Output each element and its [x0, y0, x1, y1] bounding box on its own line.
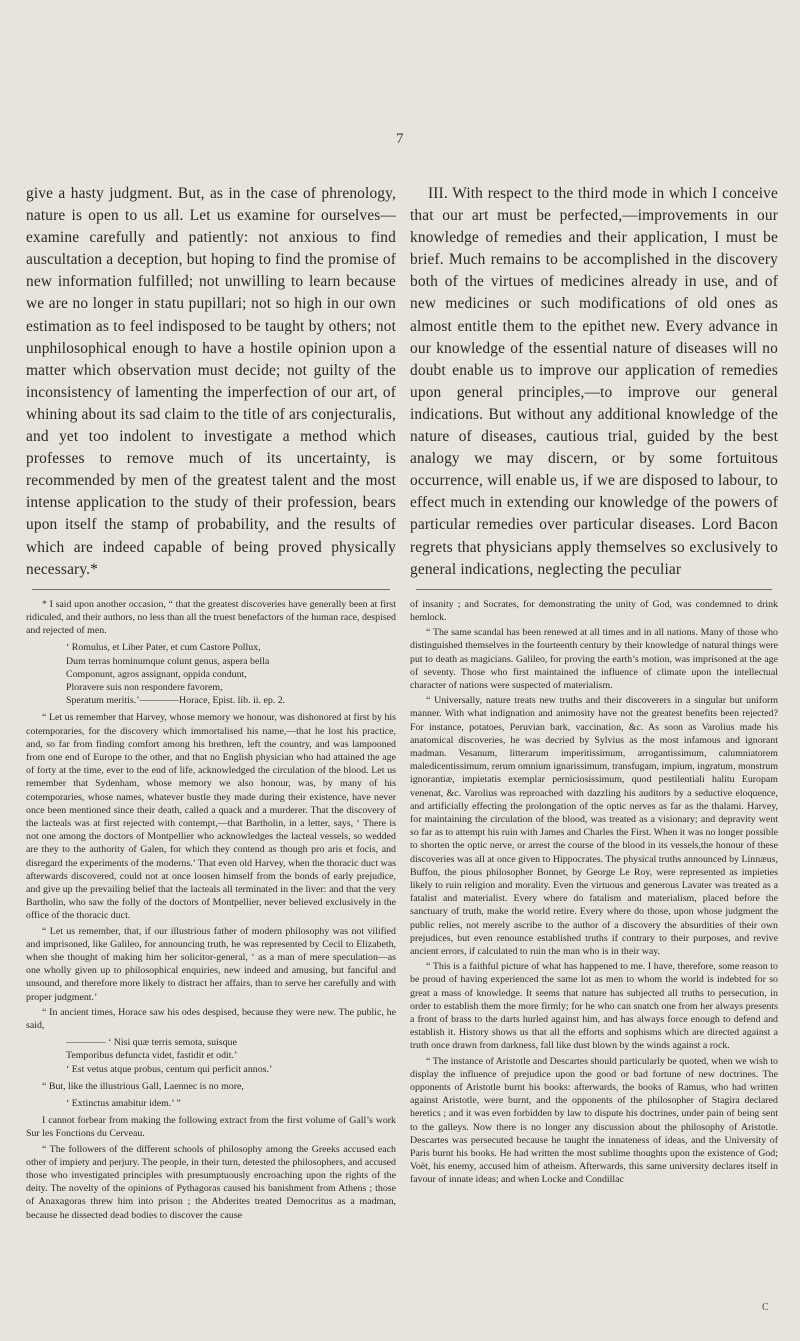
- footnote-paragraph: “ This is a faithful picture of what has happened to me. I have, therefore, some reason to be proud of having experienced the same lot as men to whom the world is indebted for so great a mass of knowledge. It seems that nature has subjected all truths to persecution, in order to establish them the more firmly; for he who can snatch one from her always presents a front of brass to the darts hurled against him, and has always force enough to defend and establish it. History shows us that all the efforts and sophisms which are directed against a truth once drawn from darkness, fall like dust blown by the winds against a rock.: [410, 961, 778, 1052]
- footnote-paragraph: “ The followers of the different schools of philosophy among the Greeks accused each other of impiety and perjury. The people, in their turn, detested the philosophers, and accused those who investigated principles with presumptuously encroaching upon the rights of the deity. The novelty of the opinions of Pythagoras caused his banishment from Athens ; those of Anaxagoras threw him into prison ; the Abderites treated Democritus as a madman, because he dissected dead bodies to discover the cause: [26, 1143, 396, 1221]
- footnote-paragraph: “ Universally, nature treats new truths and their discoverers in a singular but uniform manner. With what indignation and animosity have not the greatest benefits been rejected? For instance, potatoes, Peruvian bark, vaccination, &c. As soon as Varolius made his anatomical discoveries, he was decried by Sylvius as the most infamous and ignorant madman. Vesanum, litterarum imperitissimum, arrogantissimum, calumniatorem maledicentissimum, rerum omnium ignarissimum, transfugam, impium, ingratum, monstrum ignorantiæ, impietatis exemplar perniciosissimum, quod pestilentiali halitu Europam venenat, &c. Varolius was reproached with dazzling his auditors by a seductive eloquence, and artificially effecting the prolongation of the optic nerves as far as the thalami. Harvey, for maintaining the circulation of the blood, was treated as a visionary; and depravity went so far as to attempt his ruin with James and Charles the First. When it was no longer possible to shorten the optic nerve, or arrest the course of the blood in its vessels,the honour of these discoveries was all at once given to Hippocrates. The physical truths announced by Linnæus, Buffon, the pious philosopher Bonnet, by George Le Roy, were represented as impieties likely to ruin religion and morality. Even the virtuous and generous Lavater was treated as a fatalist and materialist. Every where do fatalism and materialism, placed before the sanctuary of truth, make the world retire. Every where do those, upon whose judgment the public relies, not merely ascribe to the author of a discovery the absurdities of their own prejudices, but even renounce established truths if contrary to their purposes, and revive ancient errors, if calculated to ruin the man who is in their way.: [410, 695, 778, 957]
- footnote-paragraph: * I said upon another occasion, “ that the greatest discoveries have generally been at first ridiculed, and their authors, no less than all the truest benefactors of the human race, despised and rejected of men.: [26, 598, 396, 637]
- footnote-paragraph: “ Let us remember that Harvey, whose memory we honour, was dishonored at first by his cotemporaries, for the discovery which immortalised his name,—that he lost his practice, and, so far from finding comfort among his brethren, left the country, and was lampooned from one end of Europe to the other, and that no English physician who had attained the age of forty at the time, ever to the end of life, acknowledged the circulation of the blood. Let us remember that Sydenham, whose memory we also honour, was, by many of his cotemporaries, whose names, whatever bustle they made during their existence, have never once been mentioned since their death, called a quack and a murderer. That the discovery of the lacteals was at first rejected with contempt,—that Bartholin, in a letter, says, ‘ There is not one among the doctors of Montpellier who acknowledges the lacteal vessels, so wedded are they to the authority of Galen, for which they contend as though pro aris et focis, and disregard the experiments of the moderns.’ That even old Harvey, when the thoracic duct was afterwards discovered, could not at once loosen himself from the bonds of early prejudice, and give up the prevailing belief that the lacteals all terminated in the liver: and that the very Bartholin, who saw the folly of the doctors of Montpellier, never believed exclusively in the office of the thoracic duct.: [26, 712, 396, 922]
- right-main-text: [410, 183, 778, 581]
- quote-line: ———— ‘ Nisi quæ terris semota, suisque: [66, 1037, 237, 1049]
- footnote-paragraph: of insanity ; and Socrates, for demonstrating the unity of God, was condemned to drink hemlock.: [410, 598, 778, 623]
- quote-line: Temporibus defuncta videt, fastidit et odit.’: [66, 1050, 238, 1062]
- right-footnotes: [410, 598, 778, 1187]
- verse-line: ‘ Romulus, et Liber Pater, et cum Castore Pollux,: [66, 642, 261, 654]
- footnote-rule: [32, 589, 390, 590]
- footnote-rule: [416, 589, 772, 590]
- quote-line: ‘ Extinctus amabitur idem.’ ”: [66, 1098, 181, 1109]
- verse-line: Componunt, agros assignant, oppida condunt,: [66, 668, 247, 680]
- main-paragraph: III. With respect to the third mode in which I conceive that our art must be perfected,—improvements in our knowledge of remedies and their application, I must be brief. Much remains to be accomplished in the discovery both of the virtues of medicines already in use, and of new medicines or such modifications of old ones as almost entitle them to the epithet new. Every advance in our knowledge of the essential nature of diseases will no doubt enable us to improve our application of remedies upon general principles,—to improve our general indications. But without any additional knowledge of the nature of diseases, cautious trial, guided by the best analogy we may discern, or by some fortuitous occurrence, will enable us, if we are disposed to labour, to effect much in extending our knowledge of the powers of particular remedies over particular diseases. Lord Bacon regrets that physicians apply themselves so exclusively to general indications, neglecting the peculiar: [410, 185, 778, 578]
- footnote-paragraph: “ The same scandal has been renewed at all times and in all nations. Many of those who distinguished themselves in the fourteenth century by their knowledge of natural things were put to death as magicians. Galileo, for proving the earth’s motion, was imprisoned at the age of seventy. Those who first maintained the influence of climate upon the intellectual character of nations were suspected of materialism.: [410, 627, 778, 691]
- footnote-paragraph: I cannot forbear from making the following extract from the first volume of Gall’s work Sur les Fonctions du Cerveau.: [26, 1115, 396, 1140]
- latin-quote: [66, 1097, 396, 1110]
- verse-line: Speratum meritis.’————Horace, Epist. lib. ii. ep. 2.: [66, 695, 286, 707]
- page-number: 7: [396, 131, 404, 147]
- main-paragraph: give a hasty judgment. But, as in the case of phrenology, nature is open to us all. Let us examine for ourselves—examine carefully and patiently: not anxious to find auscultation a deception, but hoping to find the promise of new information fulfilled; not unwilling to learn because we are no longer in statu pupillari; not so high in our own estimation as to feel indisposed to be taught by others; not unphilosophical enough to have a hostile opinion upon a matter which observation must decide; not guilty of the inconsistency of lamenting the imperfection of our art, of whining about its sad claim to the title of ars conjecturalis, and yet too indolent to investigate a method which professes to remove much of its uncertainty, is recommended by men of the greatest talent and the most intense application to the study of their profession, bears upon itself the stamp of probability, and the results of which are indeed capable of being proved physically necessary.*: [26, 185, 396, 578]
- verse-quote: [66, 641, 396, 707]
- footnote-paragraph: “ In ancient times, Horace saw his odes despised, because they were new. The public, he said,: [26, 1006, 396, 1031]
- footnote-paragraph: “ Let us remember, that, if our illustrious father of modern philosophy was not vilified and imprisoned, like Galileo, for announcing truth, he was represented by Cecil to Elizabeth, when she thought of making him her solicitor-general, ‘ as a man of mere speculation—as one wholly given up to philosophical enquiries, new indeed and amusing, but fanciful and unsound, and therefore more likely to distract her affairs, than to serve her carefully and with proper judgment.’: [26, 925, 396, 1003]
- verse-line: Ploravere suis non respondere favorem,: [66, 681, 223, 693]
- left-column: [26, 183, 396, 1224]
- footnote-paragraph: “ But, like the illustrious Gall, Laennec is no more,: [42, 1080, 244, 1092]
- left-footnotes: [26, 598, 396, 1222]
- latin-quote: [66, 1036, 396, 1076]
- left-main-text: [26, 183, 396, 581]
- right-column: [410, 183, 778, 1189]
- verse-line: Dum terras hominumque colunt genus, aspera bella: [66, 655, 270, 667]
- footnote-paragraph: “ The instance of Aristotle and Descartes should particularly be quoted, when we wish to display the influence of prejudice upon the good or bad fortune of new doctrines. The opponents of Aristotle burnt his books: afterwards, the books of Ramus, who had written against Aristotle, were burnt, and the opponents of the philosopher of Stagira declared heretics ; and it was even forbidden by law to dispute his doctrines, under pain of being sent to the galleys. Now there is no longer any discussion about the philosophy of Aristotle. Descartes was persecuted because he taught the innateness of ideas, and the University of Paris burnt his books. He had written the most sublime thoughts upon the existence of God; Voët, his enemy, accused him of atheism. Afterwards, this same university declares itself in favour of innate ideas; and when Locke and Condillac: [410, 1055, 778, 1186]
- signature-mark: C: [762, 1302, 769, 1313]
- quote-line: ‘ Est vetus atque probus, centum qui perficit annos.’: [66, 1063, 273, 1075]
